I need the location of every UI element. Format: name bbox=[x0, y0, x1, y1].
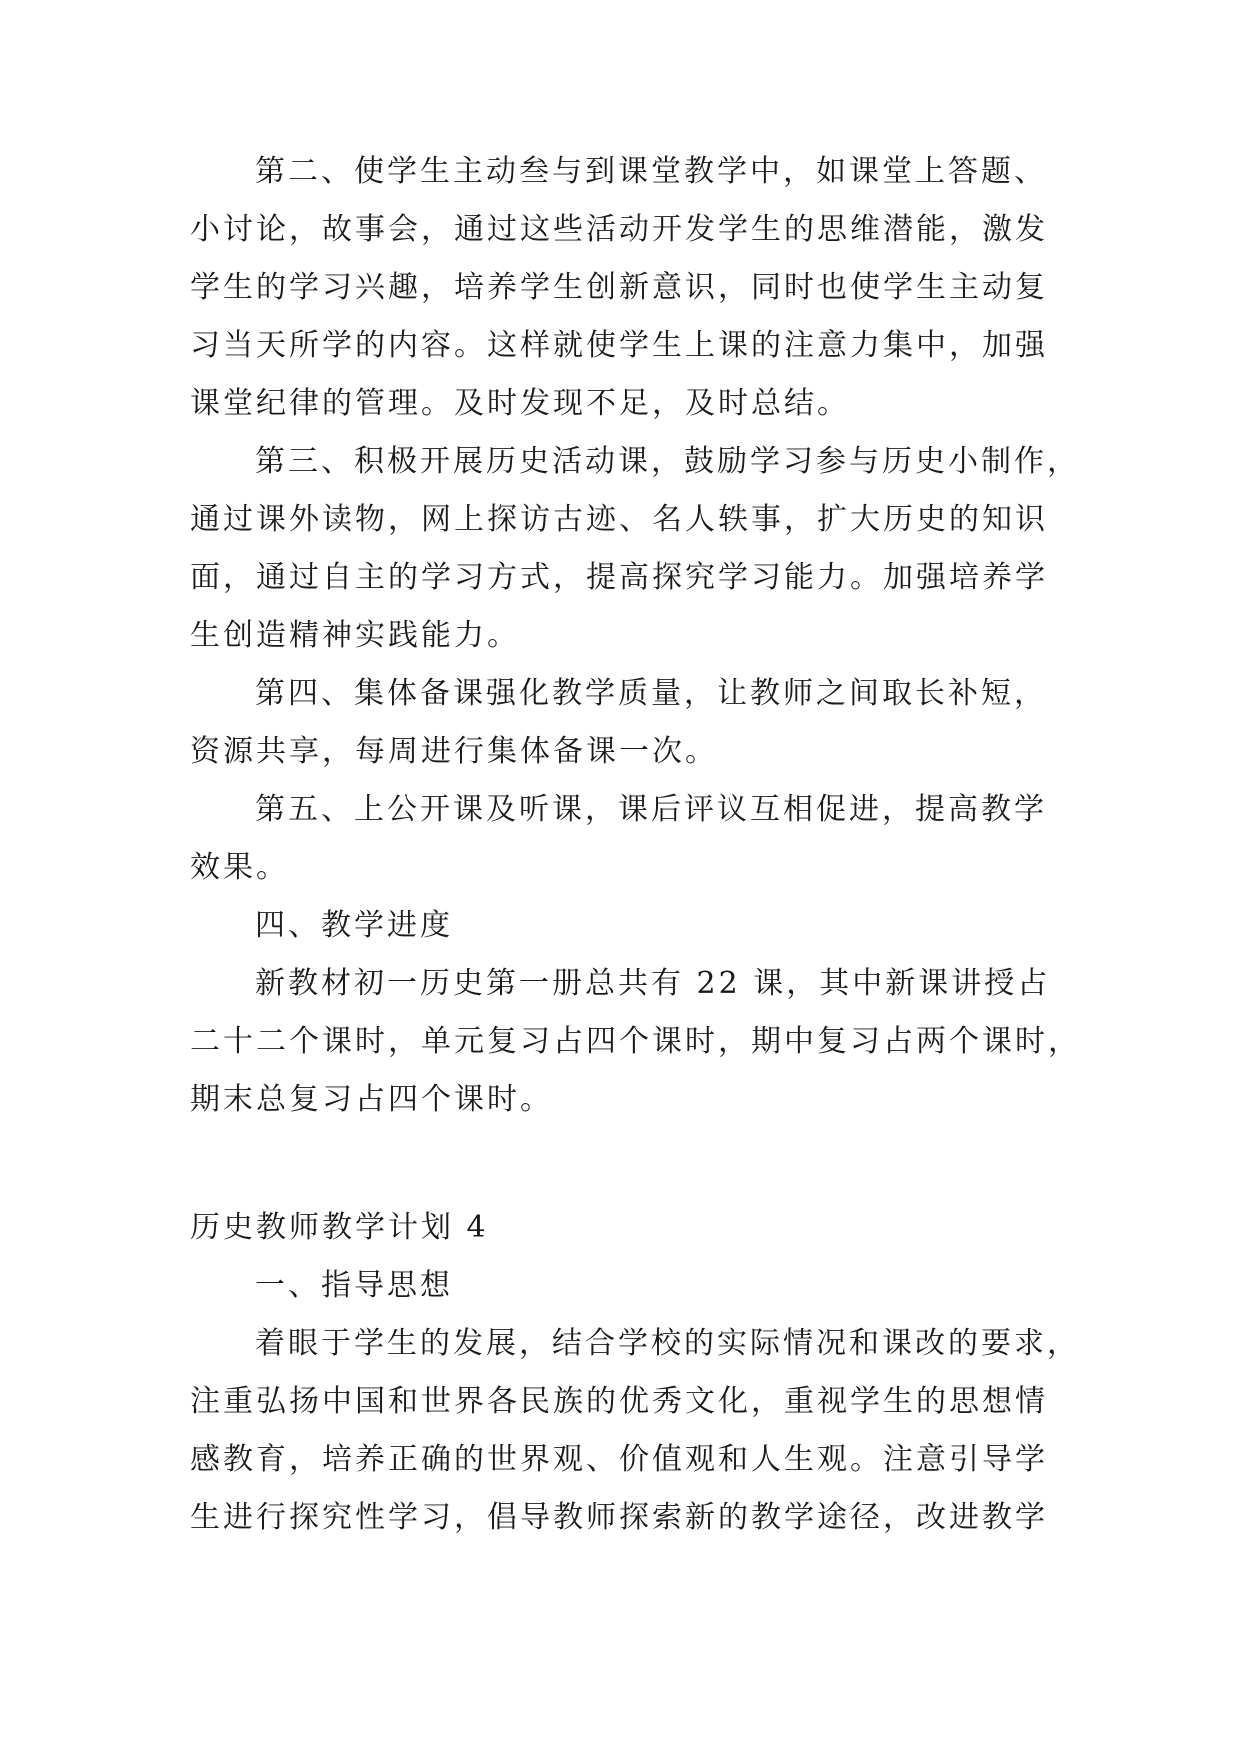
paragraph-line: 第四、集体备课强化教学质量，让教师之间取长补短， bbox=[255, 676, 1047, 711]
paragraph-line: 二十二个课时，单元复习占四个课时，期中复习占两个课时， bbox=[190, 1024, 1081, 1059]
paragraph-line: 新教材初一历史第一册总共有 22 课，其中新课讲授占 bbox=[255, 966, 1051, 1001]
paragraph-line: 第二、使学生主动叁与到课堂教学中，如课堂上答题、 bbox=[255, 154, 1047, 189]
paragraph-line: 生创造精神实践能力。 bbox=[190, 618, 520, 653]
document-title: 历史教师教学计划 4 bbox=[190, 1210, 489, 1245]
paragraph-line: 第五、上公开课及听课，课后评议互相促进，提高教学 bbox=[255, 792, 1047, 827]
paragraph-line: 习当天所学的内容。这样就使学生上课的注意力集中，加强 bbox=[190, 328, 1048, 363]
paragraph-line: 面，通过自主的学习方式，提高探究学习能力。加强培养学 bbox=[190, 560, 1048, 595]
paragraph-line: 感教育，培养正确的世界观、价值观和人生观。注意引导学 bbox=[190, 1442, 1048, 1477]
paragraph-line: 小讨论，故事会，通过这些活动开发学生的思维潜能，激发 bbox=[190, 212, 1048, 247]
paragraph-line: 期末总复习占四个课时。 bbox=[190, 1082, 553, 1117]
section-heading: 四、教学进度 bbox=[255, 908, 453, 943]
paragraph-line: 注重弘扬中国和世界各民族的优秀文化，重视学生的思想情 bbox=[190, 1384, 1048, 1419]
paragraph-line: 课堂纪律的管理。及时发现不足，及时总结。 bbox=[190, 386, 850, 421]
paragraph-line: 学生的学习兴趣，培养学生创新意识，同时也使学生主动复 bbox=[190, 270, 1048, 305]
paragraph-line: 通过课外读物，网上探访古迹、名人轶事，扩大历史的知识 bbox=[190, 502, 1048, 537]
paragraph-line: 资源共享，每周进行集体备课一次。 bbox=[190, 734, 718, 769]
paragraph-line: 第三、积极开展历史活动课，鼓励学习参与历史小制作， bbox=[255, 444, 1080, 479]
section-heading: 一、指导思想 bbox=[255, 1268, 453, 1303]
paragraph-line: 效果。 bbox=[190, 850, 289, 885]
paragraph-line: 着眼于学生的发展，结合学校的实际情况和课改的要求， bbox=[255, 1326, 1080, 1361]
paragraph-line: 生进行探究性学习，倡导教师探索新的教学途径，改进教学 bbox=[190, 1500, 1048, 1535]
